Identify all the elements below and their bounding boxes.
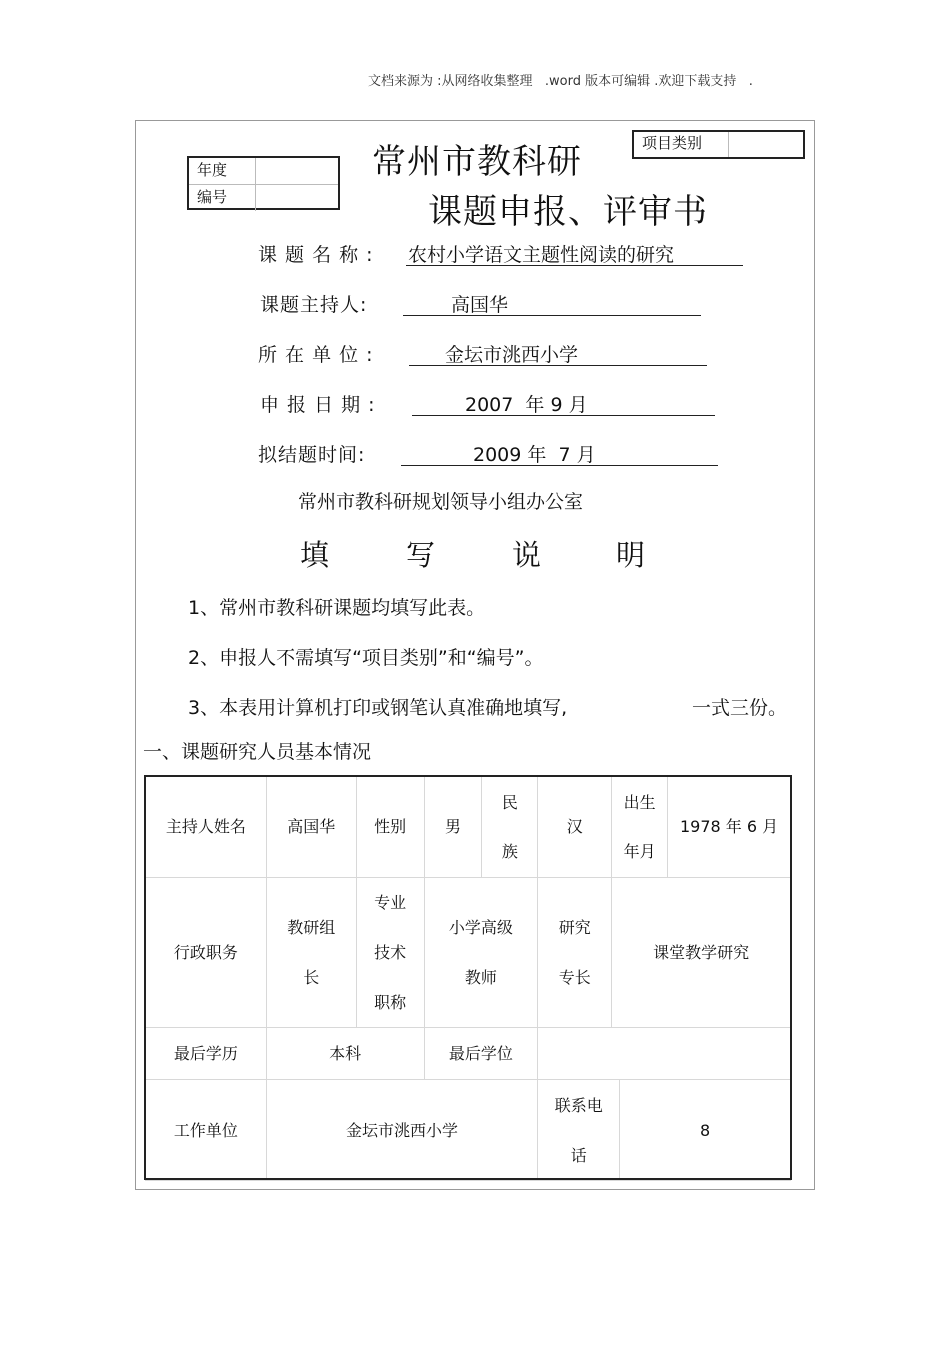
field-label-topic: 课 题 名 称 : <box>258 244 374 266</box>
degree-label: 最后学位 <box>424 1028 538 1080</box>
ethnicity-label: 民 族 <box>482 776 538 878</box>
section-title: 一、课题研究人员基本情况 <box>143 741 372 763</box>
number-row <box>189 185 338 211</box>
instructions-title-char-1: 填 <box>300 538 330 572</box>
field-label-date: 申 报 日 期 : <box>260 394 376 416</box>
header-note: 文档来源为 :从网络收集整理 .word 版本可编辑 .欢迎下载支持 . <box>368 74 753 89</box>
table-row-workplace <box>146 1080 791 1181</box>
category-label: 项目类别 <box>642 134 703 152</box>
underline-end <box>401 465 718 466</box>
year-number-box <box>187 156 340 210</box>
education-value: 本科 <box>266 1028 424 1080</box>
phone-label: 联系电 话 <box>538 1080 620 1181</box>
table-row-education <box>146 1028 791 1080</box>
birth-value: 1978 年 6 月 <box>668 776 791 878</box>
number-label: 编号 <box>197 188 228 206</box>
category-box <box>632 130 805 159</box>
instructions-title-char-4: 明 <box>616 538 646 572</box>
field-label-unit: 所 在 单 位 : <box>258 344 374 366</box>
instruction-item-3-copies: 一式三份。 <box>692 697 788 719</box>
underline-host <box>403 315 701 316</box>
year-label: 年度 <box>197 161 228 179</box>
underline-date <box>412 415 715 416</box>
workplace-value: 金坛市洮西小学 <box>266 1080 538 1181</box>
gender-value: 男 <box>424 776 482 878</box>
underline-unit <box>409 365 707 366</box>
year-row <box>189 158 338 185</box>
instruction-item-3: 3、本表用计算机打印或钢笔认真准确地填写, <box>188 697 568 719</box>
underline-topic <box>406 265 743 266</box>
specialty-label: 研究 专长 <box>538 878 612 1028</box>
phone-value: 8 <box>620 1080 791 1181</box>
field-label-end: 拟结题时间: <box>258 444 366 466</box>
degree-value <box>538 1028 791 1080</box>
table-row-position <box>146 878 791 1028</box>
table-row-basic <box>146 776 791 878</box>
position-label: 行政职务 <box>146 878 267 1028</box>
education-label: 最后学历 <box>146 1028 267 1080</box>
office-name: 常州市教科研规划领导小组办公室 <box>298 491 584 513</box>
field-value-date: 2007 年 9 月 <box>465 394 588 416</box>
host-name-label: 主持人姓名 <box>146 776 267 878</box>
tech-title-value: 小学高级 教师 <box>424 878 538 1028</box>
workplace-label: 工作单位 <box>146 1080 267 1181</box>
ethnicity-value: 汉 <box>538 776 612 878</box>
specialty-value: 课堂教学研究 <box>612 878 791 1028</box>
field-value-unit: 金坛市洮西小学 <box>445 344 579 366</box>
field-label-host: 课题主持人: <box>260 294 368 316</box>
personnel-table <box>145 775 791 1181</box>
instruction-item-1: 1、常州市教科研课题均填写此表。 <box>188 597 486 619</box>
instructions-title-char-2: 写 <box>406 538 436 572</box>
instruction-item-2: 2、申报人不需填写“项目类别”和“编号”。 <box>188 647 544 669</box>
field-value-end: 2009 年 7 月 <box>473 444 596 466</box>
position-value: 教研组 长 <box>266 878 356 1028</box>
field-value-host: 高国华 <box>451 294 509 316</box>
field-value-topic: 农村小学语文主题性阅读的研究 <box>408 244 675 266</box>
gender-label: 性别 <box>356 776 424 878</box>
tech-title-label: 专业 技术 职称 <box>356 878 424 1028</box>
host-name-value: 高国华 <box>266 776 356 878</box>
title-line2: 课题申报、评审书 <box>428 192 708 232</box>
title-line1: 常州市教科研 <box>372 142 582 182</box>
instructions-title-char-3: 说 <box>512 538 542 572</box>
birth-label: 出生 年月 <box>612 776 668 878</box>
